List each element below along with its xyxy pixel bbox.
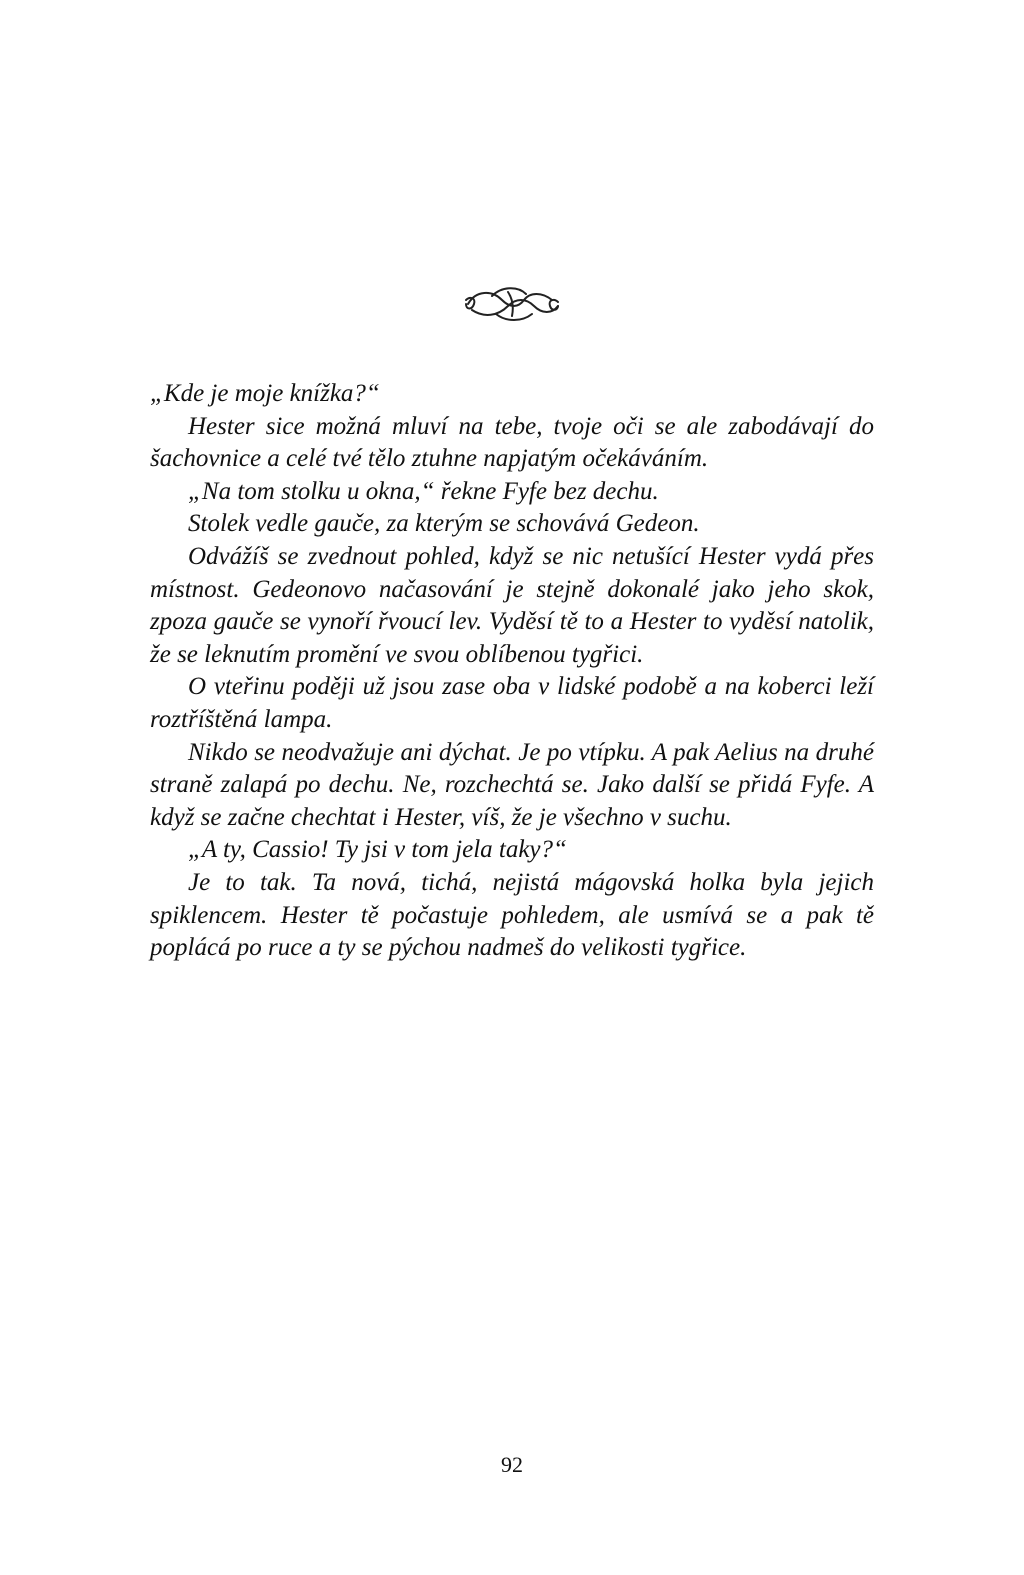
paragraph-8: „A ty, Cassio! Ty jsi v tom jela taky?“ bbox=[188, 836, 567, 864]
body-text bbox=[150, 378, 874, 965]
paragraph-5: Odvážíš se zvednout pohled, když se nic netušící Hester vydá přes místnost. Gedeonovo načasování je stejně dokonalé jako jeho skok, zpoza gauče se vynoří řvoucí lev. Vyděsí tě to a Hester to vyděsí natolik, že se leknutím promění ve svou oblíbenou tygřici. bbox=[150, 542, 874, 668]
flourish-ornament-icon bbox=[462, 282, 562, 326]
paragraph-9: Je to tak. Ta nová, tichá, nejistá mágovská holka byla jejich spiklencem. Hester tě počastuje pohledem, ale usmívá se a pak tě poplácá po ruce a ty se pýchou nadmeš do velikosti tygřice. bbox=[150, 868, 874, 962]
paragraph-1: „Kde je moje knížka?“ bbox=[150, 380, 380, 407]
page-number: 92 bbox=[501, 1452, 523, 1477]
paragraph-6: O vteřinu poději už jsou zase oba v lidské podobě a na koberci leží roztříštěná lampa. bbox=[150, 673, 874, 733]
paragraph-7: Nikdo se neodvažuje ani dýchat. Je po vtípku. A pak Aelius na druhé straně zalapá po dechu. Ne, rozchechtá se. Jako další se přidá Fyfe. A když se začne chechtat i Hester, víš, že je všechno v suchu. bbox=[150, 738, 874, 831]
paragraph-4: Stolek vedle gauče, za kterým se schovává Gedeon. bbox=[188, 510, 700, 538]
paragraph-3: „Na tom stolku u okna,“ řekne Fyfe bez dechu. bbox=[188, 477, 659, 505]
paragraph-2: Hester sice možná mluví na tebe, tvoje oči se ale zabodávají do šachovnice a celé tvé tělo ztuhne napjatým očekáváním. bbox=[150, 412, 874, 473]
